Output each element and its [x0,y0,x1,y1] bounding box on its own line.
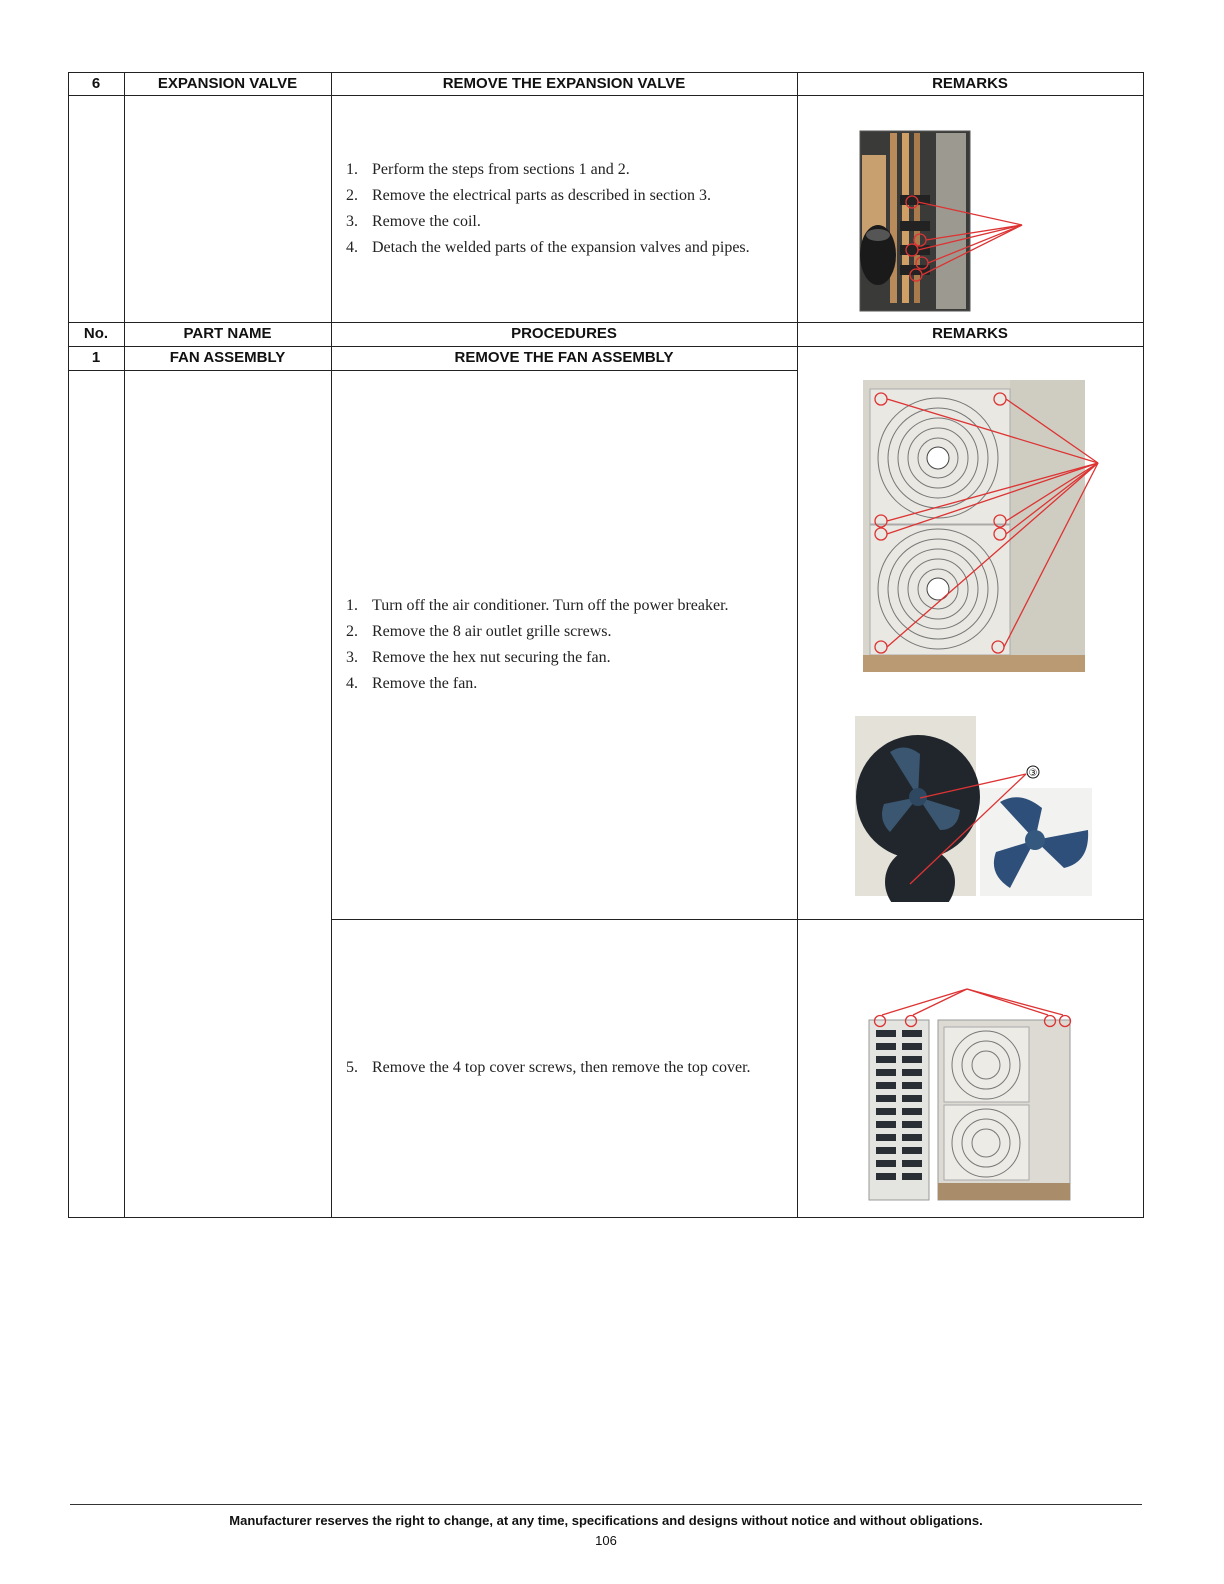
step-text: Remove the hex nut securing the fan. [372,649,611,666]
section1-procedure-title: REMOVE THE FAN ASSEMBLY [454,349,674,366]
list-item [346,235,794,261]
table-bottom-border [68,1217,1144,1218]
callout-3: ③ [1028,768,1038,779]
table-rule [68,370,797,371]
step-number: 2. [346,187,358,204]
table-rule [331,919,1144,920]
step-number: 1. [346,597,358,614]
list-item [346,209,794,235]
step-text: Remove the fan. [372,675,478,692]
top-cover-photo [860,985,1080,1205]
fan-removal-photo [850,712,1100,902]
list-item [346,1055,794,1081]
section1-steps [346,593,794,697]
step-text: Detach the welded parts of the expansion valves and pipes. [372,239,750,256]
section6-remarks-title: REMARKS [932,75,1008,92]
section6-steps [346,157,794,261]
step-number: 1. [346,161,358,178]
table-right-border [1143,72,1144,1217]
list-item [346,671,794,697]
section1-step5 [346,1055,794,1081]
table-rule [68,95,1144,96]
footer-disclaimer: Manufacturer reserves the right to change, at any time, specifications and designs without notice and without obligations. [229,1513,983,1528]
table-column-divider [331,72,332,1217]
list-item [346,645,794,671]
step-number: 5. [346,1059,358,1076]
step-text: Perform the steps from sections 1 and 2. [372,161,630,178]
step-text: Remove the coil. [372,213,481,230]
step-text: Remove the 4 top cover screws, then remove the top cover. [372,1059,751,1076]
table-column-divider [797,72,798,1217]
header-procedures: PROCEDURES [511,325,617,342]
outdoor-unit-grille-photo [850,375,1110,675]
step-text: Remove the electrical parts as described in section 3. [372,187,711,204]
step-number: 4. [346,675,358,692]
header-part-name: PART NAME [183,325,272,342]
list-item [346,619,794,645]
footer-divider [70,1504,1142,1505]
expansion-valve-photo [840,125,1040,315]
list-item [346,157,794,183]
section1-part-name: FAN ASSEMBLY [169,349,286,366]
step-number: 3. [346,649,358,666]
section6-part-name: EXPANSION VALVE [157,75,298,92]
step-number: 2. [346,623,358,640]
section6-number: 6 [91,75,101,92]
list-item [346,183,794,209]
header-remarks: REMARKS [932,325,1008,342]
header-no: No. [83,325,109,342]
section6-procedure-title: REMOVE THE EXPANSION VALVE [442,75,686,92]
step-text: Turn off the air conditioner. Turn off the power breaker. [372,597,729,614]
step-text: Remove the 8 air outlet grille screws. [372,623,612,640]
table-left-border [68,72,69,1217]
page-number: 106 [595,1533,617,1548]
list-item [346,593,794,619]
section1-number: 1 [91,349,101,366]
table-column-divider [124,72,125,1217]
step-number: 4. [346,239,358,256]
step-number: 3. [346,213,358,230]
